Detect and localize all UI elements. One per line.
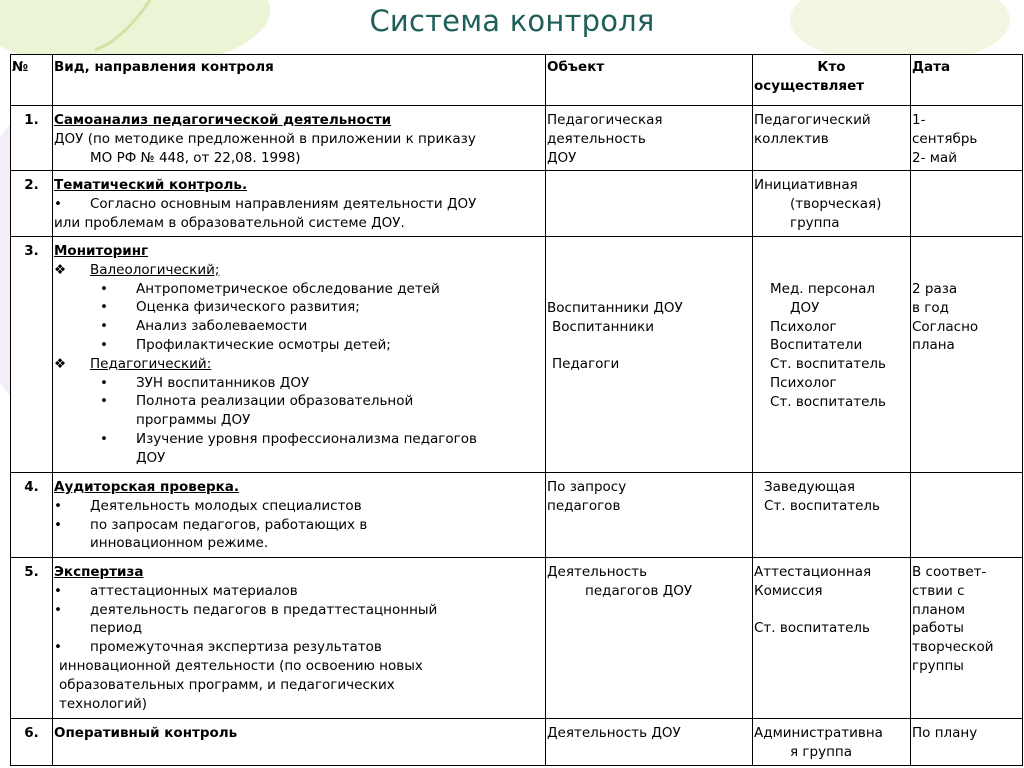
row-type-cell xyxy=(53,237,546,473)
row-who-cell xyxy=(753,171,911,237)
date-line: сентябрь xyxy=(912,130,978,147)
row-who-cell xyxy=(753,106,911,171)
row-who-cell xyxy=(753,473,911,558)
who-line: группа xyxy=(790,214,840,231)
header-who-line2: осуществляет xyxy=(754,77,865,94)
list-item-text: Согласно основным направлениям деятельности ДОУ xyxy=(90,195,477,212)
row-text: МО РФ № 448, от 22,08. 1998) xyxy=(90,149,301,166)
date-line: Согласно xyxy=(912,318,979,335)
date-line: планом xyxy=(912,601,965,618)
list-item xyxy=(54,280,544,299)
who-line: Воспитатели xyxy=(770,337,863,354)
date-line: в год xyxy=(912,299,949,316)
bullet-icon: • xyxy=(100,280,108,297)
bullet-icon: • xyxy=(100,336,108,353)
row-number: 5. xyxy=(11,558,53,719)
row-number: 1. xyxy=(11,106,53,171)
row-date-cell xyxy=(911,237,1023,473)
who-line: Педагогический xyxy=(754,112,871,128)
date-line: 2- май xyxy=(912,149,957,166)
object-line: Деятельность xyxy=(547,564,648,580)
bullet-icon: • xyxy=(100,430,108,447)
table-row xyxy=(11,237,1023,473)
list-item-text: аттестационных материалов xyxy=(90,582,298,599)
list-item-text: ДОУ xyxy=(136,449,166,466)
list-group xyxy=(54,261,544,280)
date-line: работы xyxy=(912,620,964,637)
list-item xyxy=(54,317,544,336)
list-item xyxy=(54,516,544,535)
diamond-bullet-icon: ❖ xyxy=(54,261,67,278)
list-item xyxy=(54,195,544,214)
bullet-icon: • xyxy=(100,318,108,335)
bullet-icon: • xyxy=(100,393,108,410)
row-type-cell xyxy=(53,473,546,558)
table-row xyxy=(11,106,1023,171)
object-line: Деятельность ДОУ xyxy=(547,725,681,741)
object-line: ДОУ xyxy=(547,149,577,166)
date-line: В соответ- xyxy=(912,564,987,580)
row-date-cell xyxy=(911,473,1023,558)
header-object: Объект xyxy=(546,55,753,106)
list-item-text: Изучение уровня профессионализма педагогов xyxy=(136,430,477,447)
row-heading: Мониторинг xyxy=(54,243,149,259)
list-item xyxy=(54,449,544,468)
list-item-text: Оценка физического развития; xyxy=(136,299,360,316)
bullet-icon: • xyxy=(54,497,62,514)
row-text: или проблемам в образовательной системе ДОУ. xyxy=(54,214,405,231)
row-type-cell xyxy=(53,171,546,237)
row-object-cell xyxy=(546,237,753,473)
list-item xyxy=(54,497,544,516)
list-item-text: инновационном режиме. xyxy=(90,535,269,552)
bullet-icon: • xyxy=(100,299,108,316)
object-line: Педагоги xyxy=(552,356,620,373)
date-line: 2 раза xyxy=(912,281,958,297)
diamond-bullet-icon: ❖ xyxy=(54,355,67,372)
who-line: Ст. воспитатель xyxy=(754,620,871,637)
bullet-icon: • xyxy=(54,195,62,212)
row-type-cell xyxy=(53,106,546,171)
row-date-cell xyxy=(911,171,1023,237)
list-item xyxy=(54,392,544,411)
who-line: ДОУ xyxy=(790,299,820,316)
list-item xyxy=(54,638,544,657)
list-item-text: Деятельность молодых специалистов xyxy=(90,497,362,514)
row-who-cell xyxy=(753,237,911,473)
list-item-text: по запросам педагогов, работающих в xyxy=(90,516,368,533)
row-type-cell xyxy=(53,558,546,719)
row-object-cell xyxy=(546,171,753,237)
object-line: Педагогическая xyxy=(547,112,663,128)
who-line: Инициативная xyxy=(754,177,858,193)
who-line: Мед. персонал xyxy=(770,281,875,297)
header-who xyxy=(753,55,911,106)
row-text: образовательных программ, и педагогических xyxy=(59,676,395,693)
list-item xyxy=(54,411,544,430)
list-item-text: промежуточная экспертиза результатов xyxy=(90,639,382,656)
who-line: Административна xyxy=(754,725,883,741)
table-row xyxy=(11,473,1023,558)
who-line: Психолог xyxy=(770,374,837,391)
object-line: Воспитанники ДОУ xyxy=(547,300,683,316)
list-item xyxy=(54,430,544,449)
header-type: Вид, направления контроля xyxy=(53,55,546,106)
row-number: 6. xyxy=(11,719,53,766)
row-object-cell xyxy=(546,106,753,171)
who-line: (творческая) xyxy=(790,195,882,212)
bullet-icon: • xyxy=(54,639,62,656)
row-object-cell xyxy=(546,558,753,719)
header-date: Дата xyxy=(911,55,1023,106)
object-line: деятельность xyxy=(547,130,646,147)
group-label: Валеологический; xyxy=(90,261,220,278)
object-line: Воспитанники xyxy=(552,318,655,335)
bullet-icon: • xyxy=(54,582,62,599)
row-text: ДОУ (по методике предложенной в приложении к приказу xyxy=(54,130,476,147)
object-line: По запросу xyxy=(547,479,627,495)
list-item-text: Антропометрическое обследование детей xyxy=(136,280,440,297)
date-line: По плану xyxy=(912,725,978,741)
row-who-cell xyxy=(753,719,911,766)
header-num: № xyxy=(11,55,53,106)
object-line: педагогов xyxy=(547,497,621,514)
who-line: Ст. воспитатель xyxy=(770,356,887,373)
row-number: 2. xyxy=(11,171,53,237)
who-line: я группа xyxy=(790,743,852,760)
list-item xyxy=(54,374,544,393)
header-who-line1: Кто xyxy=(817,59,846,75)
row-number: 3. xyxy=(11,237,53,473)
row-who-cell xyxy=(753,558,911,719)
row-object-cell xyxy=(546,719,753,766)
who-line: Ст. воспитатель xyxy=(770,393,887,410)
group-label: Педагогический: xyxy=(90,355,212,372)
table-row xyxy=(11,719,1023,766)
who-line: Заведующая xyxy=(764,479,855,495)
row-heading: Экспертиза xyxy=(54,564,144,580)
list-item xyxy=(54,582,544,601)
table-row xyxy=(11,558,1023,719)
bullet-icon: • xyxy=(100,374,108,391)
bullet-icon: • xyxy=(54,516,62,533)
page-title: Система контроля xyxy=(369,4,655,38)
list-item xyxy=(54,601,544,620)
control-table xyxy=(10,54,1023,766)
row-date-cell xyxy=(911,558,1023,719)
list-item-text: Профилактические осмотры детей; xyxy=(136,336,391,353)
table-row xyxy=(11,171,1023,237)
who-line: Аттестационная xyxy=(754,564,872,580)
date-line: плана xyxy=(912,337,955,354)
list-group xyxy=(54,355,544,374)
date-line: 1- xyxy=(912,112,926,128)
row-text: технологий) xyxy=(59,695,148,712)
list-item-text: Полнота реализации образовательной xyxy=(136,393,414,410)
date-line: группы xyxy=(912,657,964,674)
who-line: Психолог xyxy=(770,318,837,335)
date-line: творческой xyxy=(912,639,994,656)
row-heading: Самоанализ педагогической деятельности xyxy=(54,112,392,128)
row-number: 4. xyxy=(11,473,53,558)
row-date-cell xyxy=(911,719,1023,766)
row-heading: Аудиторская проверка. xyxy=(54,479,240,495)
row-date-cell xyxy=(911,106,1023,171)
date-line: ствии с xyxy=(912,582,965,599)
list-item-text: программы ДОУ xyxy=(136,412,251,429)
row-heading: Оперативный контроль xyxy=(54,725,238,741)
row-object-cell xyxy=(546,473,753,558)
who-line: Комиссия xyxy=(754,582,823,599)
who-line: Ст. воспитатель xyxy=(764,497,881,514)
list-item-text: ЗУН воспитанников ДОУ xyxy=(136,374,310,391)
list-item xyxy=(54,298,544,317)
list-item xyxy=(54,336,544,355)
row-text: инновационной деятельности (по освоению новых xyxy=(59,657,423,674)
list-item-text: деятельность педагогов в предаттестацнонный xyxy=(90,601,438,618)
row-heading: Тематический контроль. xyxy=(54,177,248,193)
bullet-icon: • xyxy=(54,601,62,618)
who-line: коллектив xyxy=(754,130,829,147)
list-item-text: Анализ заболеваемости xyxy=(136,318,308,335)
list-item-text: период xyxy=(90,620,143,637)
header-row xyxy=(11,55,1023,106)
row-type-cell xyxy=(53,719,546,766)
object-line: педагогов ДОУ xyxy=(585,582,693,599)
